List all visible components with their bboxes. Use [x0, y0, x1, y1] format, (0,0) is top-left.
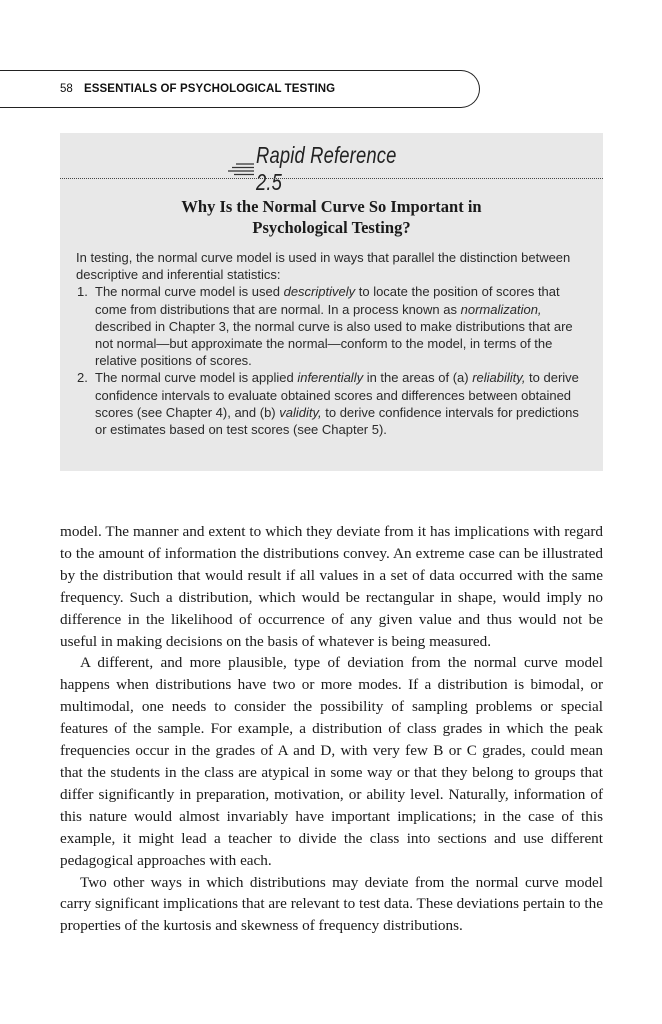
- book-title: ESSENTIALS OF PSYCHOLOGICAL TESTING: [84, 83, 336, 95]
- running-header: [60, 83, 335, 95]
- rapid-reference-intro: In testing, the normal curve model is used in ways that parallel the distinction between descriptive and inferential statistics:: [76, 250, 571, 283]
- rapid-reference-label: Rapid Reference 2.5: [255, 142, 396, 195]
- paragraph-continued: model. The manner and extent to which they deviate from it has implications with regard to the amount of information the distributions convey. An extreme case can be illustrated by the distribution that would result if all values in a set of data occurred with the same frequency. Such a distribution, which would be rectangular in shape, would imply no difference in the likelihood of occurrence of any given value and thus would not be useful in making decisions on the basis of whatever is being measured.: [60, 523, 603, 650]
- page-number: 58: [60, 83, 73, 95]
- list-item: [76, 283, 587, 369]
- list-item-text: in the areas of (a): [363, 370, 473, 386]
- paragraph: A different, and more plausible, type of deviation from the normal curve model happens when distributions have two or more modes. If a distribution is bimodal, or multimodal, one needs to consider the possibility of sampling problems or special features of the sample. For example, a distribution of class grades in which the peak frequencies occur in the grades of A and D, with very few B or C grades, could mean that the students in the class are atypical in some way or that they belong to groups that differ significantly in preparation, motivation, or ability level. Naturally, information of this nature would almost invariably have important implications; in the case of this example, it might lead a teacher to divide the class into sections and use different pedagogical approaches with each.: [60, 654, 603, 869]
- list-item-number: 2.: [77, 370, 88, 386]
- paragraph: Two other ways in which distributions may deviate from the normal curve model carry significant implications that are relevant to test data. These deviations pertain to the properties of the kurtosis and skewness of frequency distributions.: [60, 873, 603, 935]
- body-text: [60, 521, 603, 937]
- list-item-text: to derive confidence intervals for predictions or estimates based on test scores (see Chapter 5).: [95, 404, 579, 438]
- list-item-number: 1.: [77, 284, 88, 300]
- heading-line-2: Psychological Testing?: [252, 218, 411, 237]
- list-item-emphasis: normalization,: [460, 301, 542, 317]
- rapid-reference-box: [60, 133, 603, 471]
- rapid-reference-title: [60, 142, 603, 196]
- list-item-emphasis: inferentially: [297, 370, 364, 386]
- list-item-text: to locate the position of scores that come from distributions that are normal. In a process known as: [95, 284, 560, 317]
- list-item-text: The normal curve model is used: [95, 284, 284, 300]
- list-item-text: to derive confidence intervals to evaluate obtained scores and differences between obtained scores (see Chapter 4), and (b): [95, 370, 579, 420]
- speed-lines-icon: [228, 160, 254, 178]
- list-item-emphasis: validity,: [279, 404, 322, 420]
- list-item-text: The normal curve model is applied: [95, 370, 298, 386]
- list-item: [76, 369, 587, 438]
- rapid-reference-heading: [60, 196, 603, 238]
- rapid-reference-list: [76, 283, 587, 438]
- list-item-emphasis: descriptively: [283, 284, 356, 300]
- list-item-text: described in Chapter 3, the normal curve is also used to make distributions that are not normal—but approximate the normal—conform to the model, in terms of the relative positions of scores.: [95, 318, 573, 369]
- list-item-emphasis: reliability,: [472, 370, 526, 386]
- dotted-divider: [60, 178, 603, 179]
- heading-line-1: Why Is the Normal Curve So Important in: [181, 197, 482, 216]
- rapid-reference-body: [76, 249, 587, 438]
